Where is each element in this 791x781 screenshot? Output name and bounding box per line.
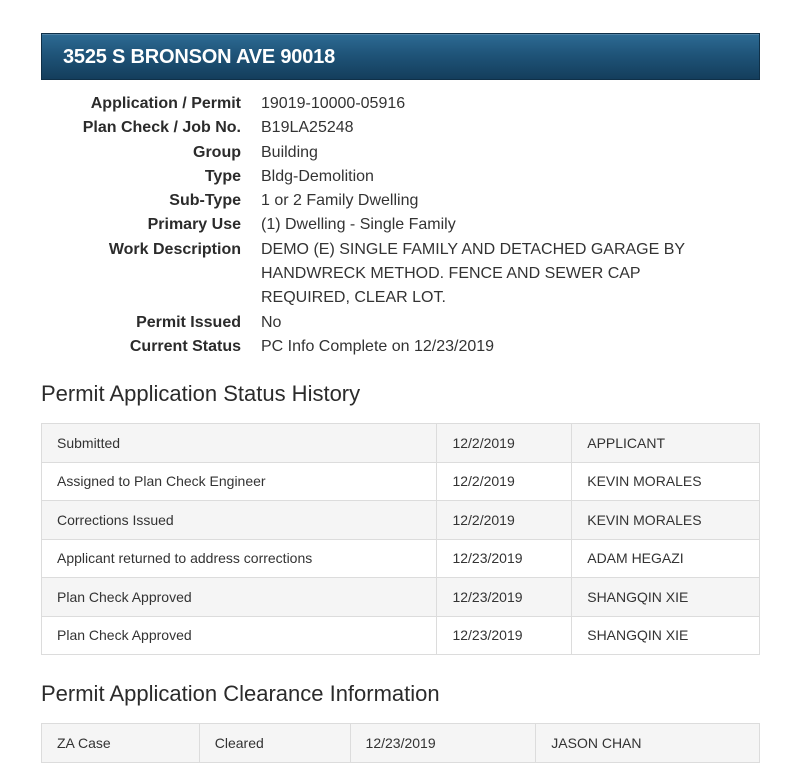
clearance-table [41, 723, 760, 763]
detail-value: 1 or 2 Family Dwelling [261, 192, 419, 210]
status-history-table [41, 423, 760, 655]
detail-label: Type [204, 167, 241, 185]
status-event-cell: Submitted [42, 424, 437, 463]
detail-row-work-description [41, 238, 760, 311]
detail-row-application-permit [41, 92, 760, 116]
clearance-status-cell: Cleared [199, 724, 350, 763]
status-event-cell: Applicant returned to address corrections [42, 539, 437, 578]
clearance-person-cell: JASON CHAN [536, 724, 760, 763]
detail-label: Application / Permit [90, 95, 241, 112]
detail-label: Primary Use [147, 216, 241, 234]
detail-label: Group [193, 143, 241, 161]
clearance-date-cell: 12/23/2019 [350, 724, 536, 763]
status-person-cell: SHANGQIN XIE [572, 578, 760, 617]
table-row [42, 424, 760, 463]
table-row [42, 501, 760, 540]
detail-value: DEMO (E) SINGLE FAMILY AND DETACHED GARAGE BY HANDWRECK METHOD. FENCE AND SEWER CAP REQUIRED, CLEAR LOT. [261, 240, 685, 307]
detail-label: Permit Issued [136, 313, 241, 331]
detail-row-current-status [41, 335, 760, 359]
detail-label: Sub-Type [169, 192, 241, 210]
status-date-cell: 12/2/2019 [437, 424, 572, 463]
detail-label: Current Status [129, 337, 241, 355]
status-event-cell: Plan Check Approved [42, 616, 437, 655]
address-header-bar [41, 33, 760, 80]
detail-row-permit-issued [41, 311, 760, 335]
address-title: 3525 S BRONSON AVE 90018 [63, 46, 335, 68]
status-event-cell: Assigned to Plan Check Engineer [42, 462, 437, 501]
status-person-cell: SHANGQIN XIE [572, 616, 760, 655]
status-person-cell: KEVIN MORALES [572, 462, 760, 501]
permit-details [41, 92, 760, 359]
detail-value: No [261, 313, 282, 331]
status-history-title: Permit Application Status History [41, 381, 361, 406]
table-row [42, 462, 760, 501]
detail-value: B19LA25248 [261, 119, 354, 137]
detail-row-type [41, 165, 760, 189]
detail-row-sub-type [41, 189, 760, 213]
status-person-cell: KEVIN MORALES [572, 501, 760, 540]
status-date-cell: 12/23/2019 [437, 539, 572, 578]
status-event-cell: Plan Check Approved [42, 578, 437, 617]
status-event-cell: Corrections Issued [42, 501, 437, 540]
detail-label: Work Description [108, 240, 241, 258]
clearance-title: Permit Application Clearance Information [41, 681, 440, 706]
table-row [42, 616, 760, 655]
detail-label: Plan Check / Job No. [82, 119, 241, 137]
status-person-cell: ADAM HEGAZI [572, 539, 760, 578]
status-person-cell: APPLICANT [572, 424, 760, 463]
detail-value: PC Info Complete on 12/23/2019 [261, 337, 495, 355]
status-date-cell: 12/2/2019 [437, 501, 572, 540]
detail-value: Bldg-Demolition [261, 167, 374, 185]
detail-value: 19019-10000-05916 [261, 95, 406, 112]
detail-row-plan-check [41, 116, 760, 140]
detail-row-group [41, 141, 760, 165]
clearance-name-cell: ZA Case [42, 724, 200, 763]
table-row [42, 578, 760, 617]
table-row [42, 724, 760, 763]
status-date-cell: 12/2/2019 [437, 462, 572, 501]
status-date-cell: 12/23/2019 [437, 578, 572, 617]
status-date-cell: 12/23/2019 [437, 616, 572, 655]
detail-value: (1) Dwelling - Single Family [261, 216, 456, 234]
detail-value: Building [261, 143, 318, 161]
table-row [42, 539, 760, 578]
detail-row-primary-use [41, 213, 760, 237]
